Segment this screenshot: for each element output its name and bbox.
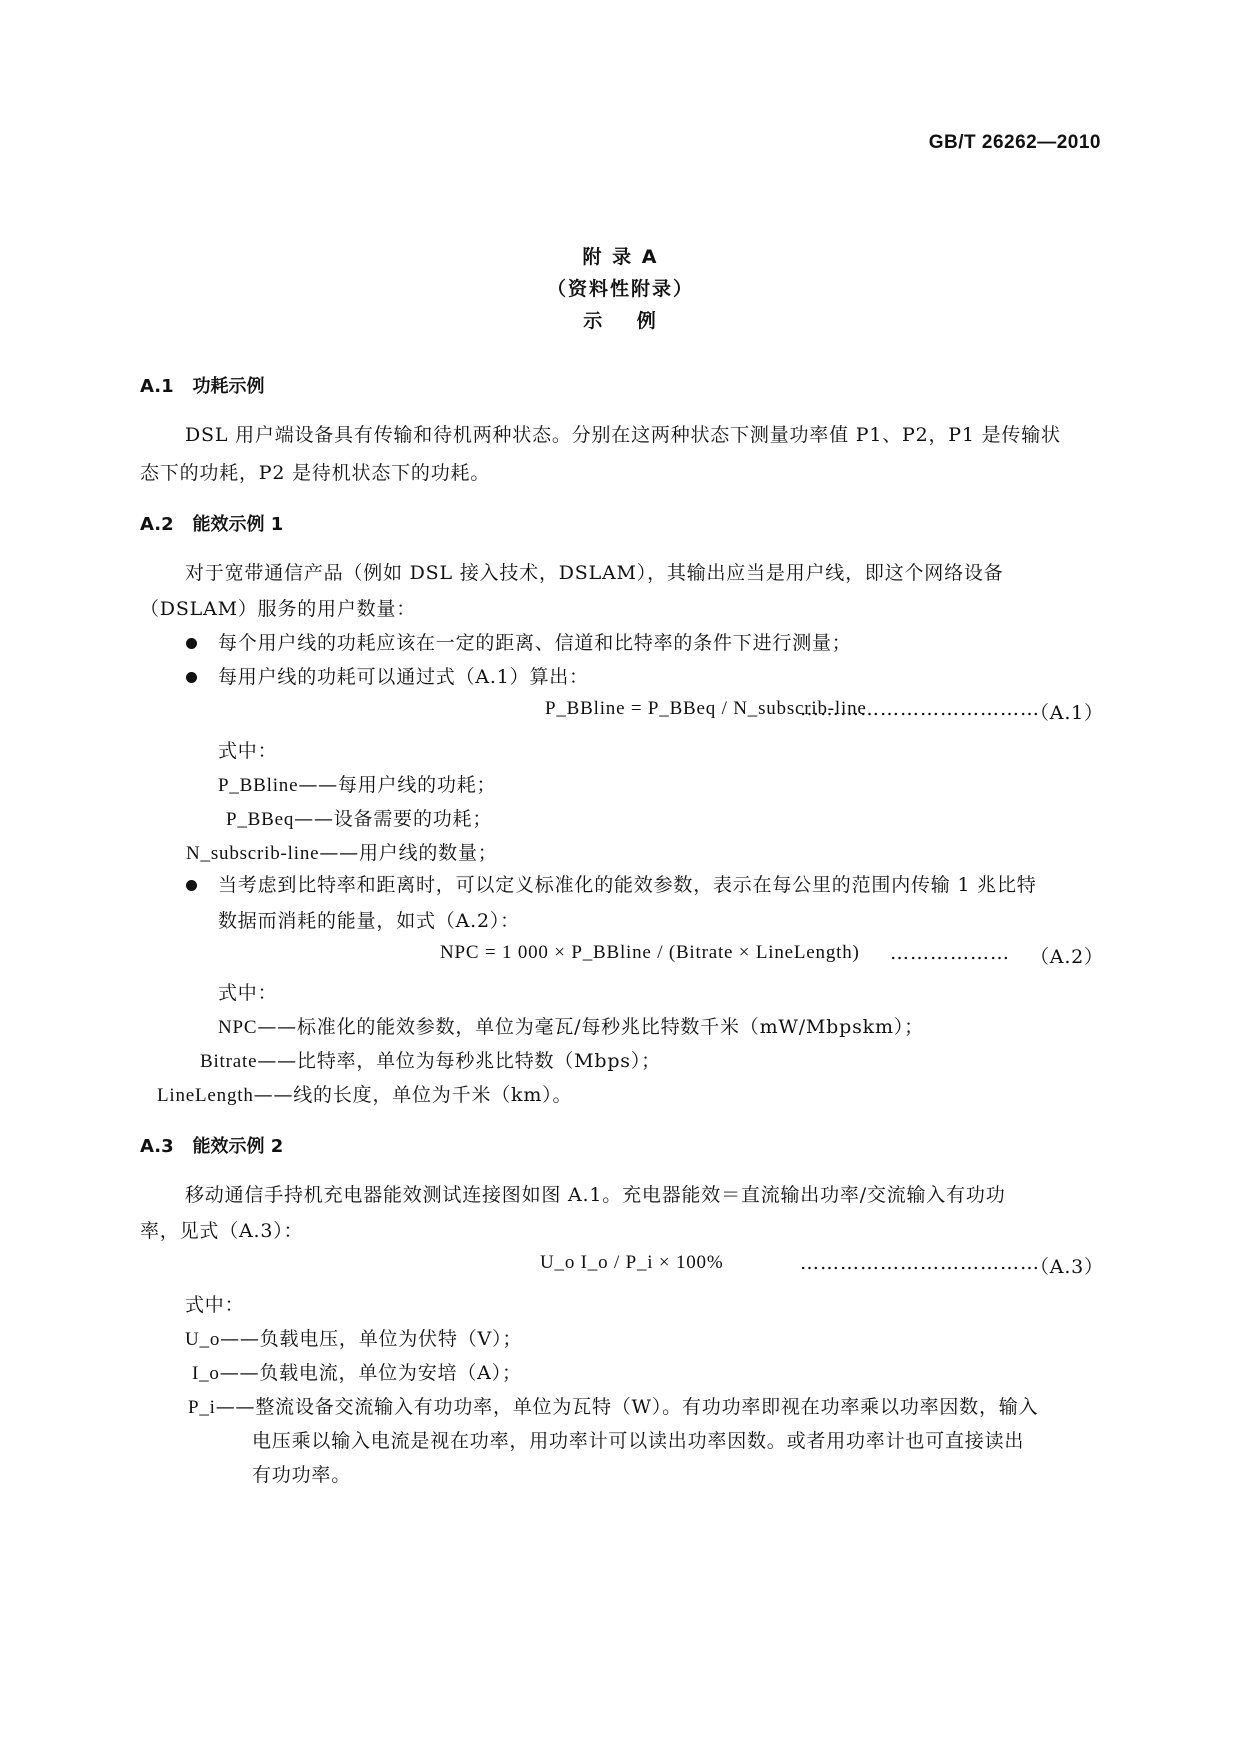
paragraph-line: （DSLAM）服务的用户数量：	[140, 598, 417, 620]
definition-text: ——线的长度，单位为千米（km）。	[253, 1084, 573, 1106]
definition-text: ——负载电流，单位为安培（A）；	[219, 1362, 522, 1384]
definition-text: ——每用户线的功耗；	[298, 774, 497, 796]
formula-a1: P_BBline = P_BBeq / N_subscrib-line	[545, 698, 867, 719]
where-label: 式中：	[185, 1294, 245, 1316]
paragraph-line: 对于宽带通信产品（例如 DSL 接入技术，DSLAM），其输出应当是用户线，即这个网络设备	[185, 562, 1004, 584]
section-a2-heading	[140, 510, 283, 536]
definition-text: ——标准化的能效参数，单位为毫瓦/每秒兆比特数千米（mW/Mbpskm）；	[257, 1016, 924, 1038]
formula-a2: NPC = 1 000 × P_BBline / (Bitrate × LineLength)	[440, 942, 860, 963]
definition-symbol: LineLength	[157, 1085, 254, 1106]
formula-dots: ………………	[890, 942, 1010, 964]
definition-symbol: Bitrate	[200, 1051, 258, 1072]
definition-symbol: P_BBline	[218, 775, 299, 796]
definition-text: ——负载电压，单位为伏特（V）；	[220, 1328, 523, 1350]
appendix-heading: 示 例	[583, 310, 658, 332]
section-number: A.1	[140, 376, 174, 397]
definition-text: ——整流设备交流输入有功功率，单位为瓦特（W）。有功功率即视在功率乘以功率因数，输入	[215, 1396, 1039, 1418]
definition-row	[218, 1012, 924, 1039]
paragraph-line: 率，见式（A.3）：	[140, 1220, 304, 1242]
definition-row	[218, 770, 496, 797]
section-number: A.2	[140, 514, 174, 535]
definition-row	[186, 838, 498, 865]
formula-number: （A.1）	[1030, 702, 1104, 724]
standard-number: GB/T 26262—2010	[928, 132, 1101, 153]
definition-row	[188, 1392, 1038, 1419]
paragraph-line: 移动通信手持机充电器能效测试连接图如图 A.1。充电器能效＝直流输出功率/交流输入有功功	[185, 1184, 1006, 1206]
section-title: 能效示例 2	[192, 1136, 284, 1157]
bullet-item: 每用户线的功耗可以通过式（A.1）算出：	[218, 666, 589, 688]
formula-dots: ………………………………	[800, 1252, 1040, 1274]
definition-continued: 有功功率。	[252, 1464, 352, 1486]
formula-a3: U_o I_o / P_i × 100%	[540, 1252, 724, 1273]
paragraph-line: 态下的功耗，P2 是待机状态下的功耗。	[140, 462, 491, 484]
definition-text: ——设备需要的功耗；	[294, 808, 493, 830]
section-title: 功耗示例	[192, 376, 265, 397]
section-number: A.3	[140, 1136, 174, 1157]
formula-number: （A.3）	[1030, 1256, 1104, 1278]
appendix-subtitle: （资料性附录）	[546, 278, 694, 300]
section-title: 能效示例 1	[192, 514, 284, 535]
bullet-item: 每个用户线的功耗应该在一定的距离、信道和比特率的条件下进行测量；	[218, 632, 852, 654]
section-a3-heading	[140, 1132, 283, 1158]
bullet-item-continued: 数据而消耗的能量，如式（A.2）：	[218, 910, 520, 932]
bullet-item: 当考虑到比特率和距离时，可以定义标准化的能效参数，表示在每公里的范围内传输 1 兆比特	[218, 874, 1037, 896]
definition-symbol: U_o	[185, 1329, 221, 1350]
definition-text: ——比特率，单位为每秒兆比特数（Mbps）；	[257, 1050, 661, 1072]
definition-row	[226, 804, 492, 831]
paragraph-line: DSL 用户端设备具有传输和待机两种状态。分别在这两种状态下测量功率值 P1、P2，P1 是传输状	[185, 424, 1061, 446]
definition-row	[200, 1046, 661, 1073]
where-label: 式中：	[218, 982, 278, 1004]
bullet-icon	[186, 638, 197, 649]
definition-symbol: P_BBeq	[226, 809, 295, 830]
bullet-icon	[186, 672, 197, 683]
section-a1-heading	[140, 372, 264, 398]
definition-row	[185, 1324, 522, 1351]
definition-symbol: N_subscrib-line	[186, 843, 320, 864]
where-label: 式中：	[218, 740, 278, 762]
definition-row	[157, 1080, 572, 1107]
definition-symbol: I_o	[192, 1363, 220, 1384]
definition-text: ——用户线的数量；	[319, 842, 498, 864]
definition-symbol: NPC	[218, 1017, 258, 1038]
definition-continued: 电压乘以输入电流是视在功率，用功率计可以读出功率因数。或者用功率计也可直接读出	[252, 1430, 1025, 1452]
formula-number: （A.2）	[1030, 946, 1104, 968]
formula-dots: ………………………………	[800, 698, 1040, 720]
appendix-title: 附 录 A	[582, 246, 659, 268]
definition-symbol: P_i	[188, 1397, 216, 1418]
bullet-icon	[186, 880, 197, 891]
definition-row	[192, 1358, 522, 1385]
